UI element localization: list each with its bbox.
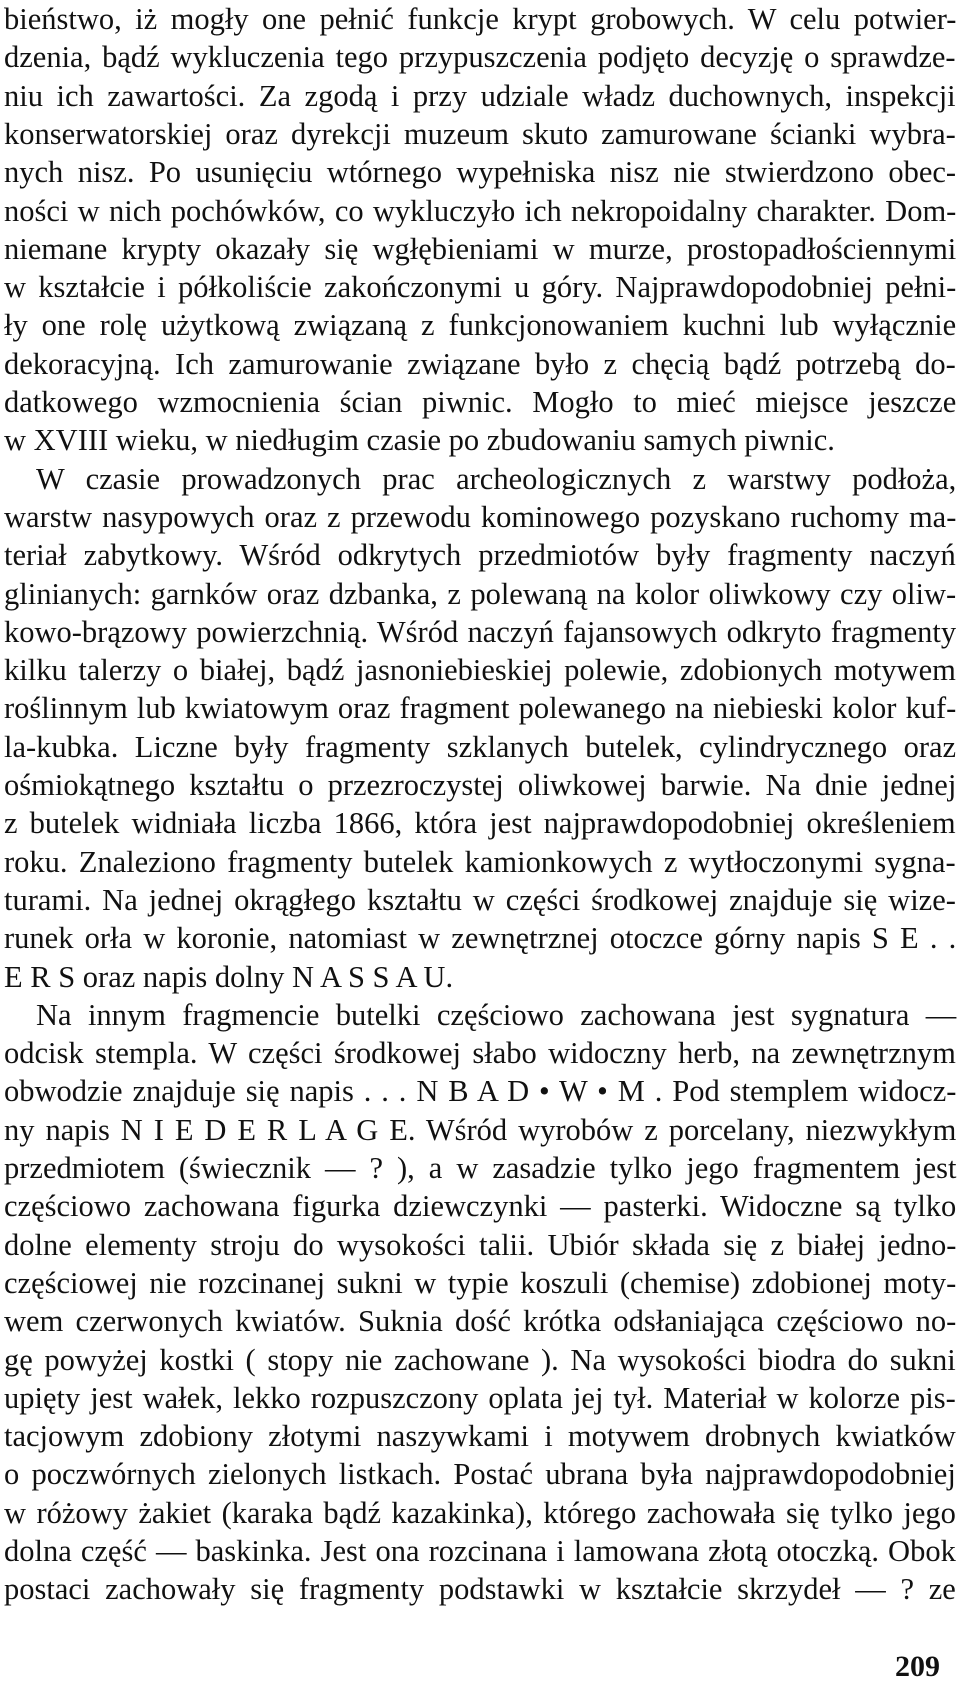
text-line: w XVIII wieku, w niedługim czasie po zbudowaniu samych piwnic. xyxy=(4,423,835,458)
text-line: przedmiotem (świecznik — ? ), a w zasadzie tylko jego fragmentem jest xyxy=(4,1151,957,1185)
text-line: niu ich zawartości. Za zgodą i przy udziale władz duchownych, inspekcji xyxy=(4,78,956,113)
text-line: nych nisz. Po usunięciu wtórnego wypełniska nisz nie stwierdzono obec- xyxy=(4,155,957,190)
text-line: teriał zabytkowy. Wśród odkrytych przedmiotów były fragmenty naczyń xyxy=(4,538,956,573)
text-line: z butelek widniała liczba 1866, która jest najprawdopodobniej określeniem xyxy=(4,806,956,841)
text-line: ły one rolę użytkową związaną z funkcjonowaniem kuchni lub wyłącznie xyxy=(4,308,957,343)
text-line: niemane krypty okazały się wgłębieniami w murze, prostopadłościennymi xyxy=(4,231,957,266)
text-line: dolna część — baskinka. Jest ona rozcinana i lamowana złotą otoczką. Obok xyxy=(4,1534,956,1568)
text-line: warstw nasypowych oraz z przewodu kominowego pozyskano ruchomy ma- xyxy=(4,499,957,534)
text-line: tacjowym zdobiony złotymi naszywkami i motywem drobnych kwiatków xyxy=(4,1419,956,1454)
text-line: E R S oraz napis dolny N A S S A U. xyxy=(4,959,454,994)
text-line: o poczwórnych zielonych listkach. Postać ubrana była najprawdopodobniej xyxy=(4,1457,956,1492)
text-line: ośmiokątnego kształtu o przezroczystej oliwkowej barwie. Na dnie jednej xyxy=(4,768,957,802)
text-line: W czasie prowadzonych prac archeologicznych z warstwy podłoża, xyxy=(36,461,957,496)
text-line: dzenia, bądź wykluczenia tego przypuszczenia podjęto decyzję o sprawdze- xyxy=(4,40,956,75)
text-line: bieństwo, iż mogły one pełnić funkcje krypt grobowych. W celu potwier- xyxy=(4,2,957,36)
text-line: wem czerwonych kwiatów. Suknia dość krótka odsłaniająca częściowo no- xyxy=(4,1304,957,1339)
text-line: datkowego wzmocnienia ścian piwnic. Mogło to mieć miejsce jeszcze xyxy=(4,385,957,419)
text-line: roku. Znaleziono fragmenty butelek kamionkowych z wytłoczonymi sygna- xyxy=(4,844,956,879)
text-line: ny napis N I E D E R L A G E. Wśród wyrobów z porcelany, niezwykłym xyxy=(4,1112,957,1147)
text-line: ności w nich pochówków, co wykluczyło ich nekropoidalny charakter. Dom- xyxy=(4,193,957,228)
text-line: dolne elementy stroju do wysokości talii. Ubiór składa się z białej jedno- xyxy=(4,1227,957,1262)
text-line: obwodzie znajduje się napis . . . N B A D • W • M . Pod stemplem widocz- xyxy=(4,1074,957,1109)
text-line: glinianych: garnków oraz dzbanka, z polewaną na kolor oliwkowy czy oliw- xyxy=(4,576,957,611)
text-line: gę powyżej kostki ( stopy nie zachowane ). Na wysokości biodra do sukni xyxy=(4,1342,956,1377)
text-line: w różowy żakiet (karaka bądź kazakinka), którego zachowała się tylko jego xyxy=(4,1495,956,1530)
text-line: kilku talerzy o białej, bądź jasnoniebieskiej polewie, zdobionych motywem xyxy=(4,653,956,688)
text-line: kowo-brązowy powierzchnią. Wśród naczyń fajansowych odkryto fragmenty xyxy=(4,614,957,649)
text-line: Na innym fragmencie butelki częściowo zachowana jest sygnatura — xyxy=(36,997,957,1032)
text-line: turami. Na jednej okrągłego kształtu w części środkowej znajduje się wize- xyxy=(4,882,956,917)
text-line: w kształcie i półkoliście zakończonymi u góry. Najprawdopodobniej pełni- xyxy=(4,270,957,305)
text-line: runek orła w koronie, natomiast w zewnętrznej otoczce górny napis S E . . xyxy=(4,921,957,956)
text-line: częściowo zachowana figurka dziewczynki — pasterki. Widoczne są tylko xyxy=(4,1189,957,1224)
text-line: upięty jest wałek, lekko rozpuszczony oplata jej tył. Materiał w kolorze pis- xyxy=(4,1380,956,1415)
text-line: la-kubka. Liczne były fragmenty szklanych butelek, cylindrycznego oraz xyxy=(4,729,957,764)
text-line: częściowej nie rozcinanej sukni w typie koszuli (chemise) zdobionej moty- xyxy=(4,1265,957,1300)
page-number: 209 xyxy=(895,1650,940,1683)
text-line: roślinnym lub kwiatowym oraz fragment polewanego na niebieski kolor kuf- xyxy=(4,691,957,726)
text-line: dekoracyjną. Ich zamurowanie związane było z chęcią bądź potrzebą do- xyxy=(4,346,956,381)
text-line: postaci zachowały się fragmenty podstawki w kształcie skrzydeł — ? ze xyxy=(4,1572,956,1607)
text-line: konserwatorskiej oraz dyrekcji muzeum skuto zamurowane ścianki wybra- xyxy=(4,116,956,151)
text-line: odcisk stempla. W części środkowej słabo widoczny herb, na zewnętrznym xyxy=(4,1036,956,1071)
